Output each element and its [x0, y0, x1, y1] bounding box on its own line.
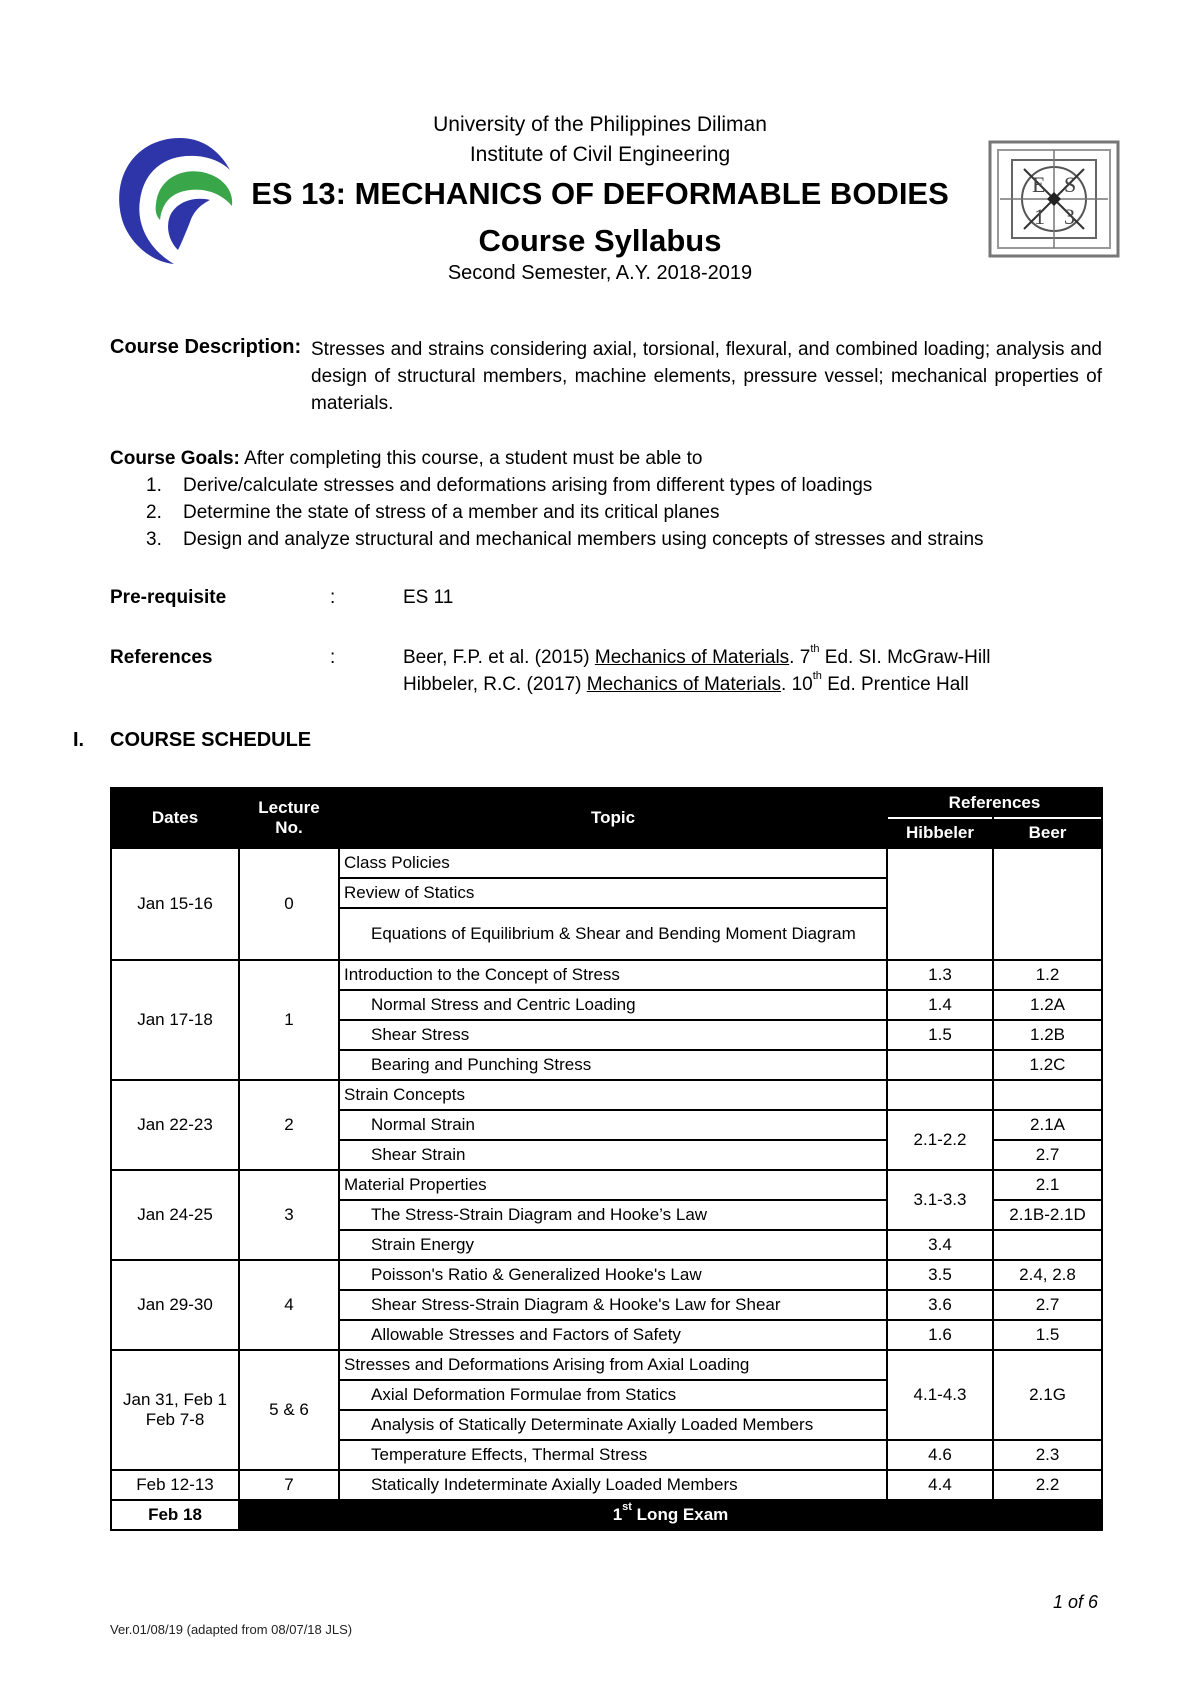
hibbeler-cell [887, 848, 993, 960]
beer-cell: 2.2 [993, 1470, 1102, 1500]
beer-cell [993, 1080, 1102, 1110]
header-topic: Topic [339, 788, 887, 848]
goals-intro: Course Goals: After completing this course, a student must be able to [110, 448, 703, 469]
header-beer: Beer [993, 818, 1102, 848]
hibbeler-cell: 3.4 [887, 1230, 993, 1260]
description-label: Course Description: [110, 336, 302, 358]
topic-cell: Review of Statics [339, 878, 887, 908]
document-title: Course Syllabus [478, 223, 722, 258]
book-title: Mechanics of Materials [586, 674, 782, 695]
prerequisite-value: ES 11 [403, 587, 454, 608]
topic-cell: Stresses and Deformations Arising from Axial Loading [339, 1350, 887, 1380]
header-lecture-no: Lecture No. [239, 788, 339, 848]
lecture-cell: 3 [239, 1170, 339, 1260]
version-footer: Ver.01/08/19 (adapted from 08/07/18 JLS) [110, 1622, 353, 1637]
beer-cell: 2.4, 2.8 [993, 1260, 1102, 1290]
date-cell: Jan 24-25 [111, 1170, 239, 1260]
topic-cell: Axial Deformation Formulae from Statics [339, 1380, 887, 1410]
lecture-cell: 0 [239, 848, 339, 960]
topic-cell: Material Properties [339, 1170, 887, 1200]
topic-cell: The Stress-Strain Diagram and Hooke’s Law [339, 1200, 887, 1230]
prerequisite-colon: : [330, 587, 336, 608]
hibbeler-cell: 3.5 [887, 1260, 993, 1290]
lecture-cell: 1 [239, 960, 339, 1080]
lecture-cell: 5 & 6 [239, 1350, 339, 1470]
exam-row [111, 1500, 1102, 1530]
table-row [111, 1350, 1102, 1380]
prerequisite-label: Pre-requisite [110, 587, 227, 608]
topic-cell: Equations of Equilibrium & Shear and Bending Moment Diagram [339, 908, 887, 960]
emblem-letter: 3 [1064, 204, 1075, 229]
date-cell: Jan 22-23 [111, 1080, 239, 1170]
beer-cell: 1.2A [993, 990, 1102, 1020]
date-cell: Jan 17-18 [111, 960, 239, 1080]
emblem-letter: E [1032, 172, 1046, 197]
topic-cell: Normal Stress and Centric Loading [339, 990, 887, 1020]
beer-cell: 2.1A [993, 1110, 1102, 1140]
hibbeler-cell: 4.1-4.3 [887, 1350, 993, 1440]
hibbeler-cell [887, 1050, 993, 1080]
topic-cell: Temperature Effects, Thermal Stress [339, 1440, 887, 1470]
date-cell: Feb 12-13 [111, 1470, 239, 1500]
topic-cell: Strain Concepts [339, 1080, 887, 1110]
header-dates: Dates [111, 788, 239, 848]
course-title: ES 13: MECHANICS OF DEFORMABLE BODIES [251, 176, 949, 211]
topic-cell: Normal Strain [339, 1110, 887, 1140]
description-text: Stresses and strains considering axial, torsional, flexural, and combined loading; analysis and design of structural members, machine elements, pressure vessel; mechanical properties of materials. [311, 339, 1102, 414]
table-row [111, 960, 1102, 990]
course-schedule-table [110, 787, 1103, 1531]
exam-label: 1st Long Exam [239, 1500, 1102, 1530]
topic-cell: Shear Strain [339, 1140, 887, 1170]
header-hibbeler: Hibbeler [887, 818, 993, 848]
table-row [111, 1170, 1102, 1200]
semester: Second Semester, A.Y. 2018-2019 [447, 262, 753, 284]
beer-cell: 1.5 [993, 1320, 1102, 1350]
goals-label: Course Goals: [110, 448, 240, 469]
topic-cell: Strain Energy [339, 1230, 887, 1260]
topic-cell: Statically Indeterminate Axially Loaded Members [339, 1470, 887, 1500]
book-title: Mechanics of Materials [594, 647, 790, 668]
topic-cell: Shear Stress-Strain Diagram & Hooke's Law for Shear [339, 1290, 887, 1320]
hibbeler-cell: 2.1-2.2 [887, 1110, 993, 1170]
beer-cell: 1.2B [993, 1020, 1102, 1050]
beer-cell: 1.2 [993, 960, 1102, 990]
hibbeler-cell: 3.6 [887, 1290, 993, 1320]
topic-cell: Class Policies [339, 848, 887, 878]
topic-cell: Allowable Stresses and Factors of Safety [339, 1320, 887, 1350]
table-row [111, 1080, 1102, 1110]
topic-cell: Bearing and Punching Stress [339, 1050, 887, 1080]
table-row [111, 1260, 1102, 1290]
topic-cell: Introduction to the Concept of Stress [339, 960, 887, 990]
table-row [111, 1470, 1102, 1500]
section-number: I. [73, 729, 85, 751]
topic-cell: Shear Stress [339, 1020, 887, 1050]
page-number: 1 of 6 [1052, 1592, 1098, 1612]
beer-cell: 2.7 [993, 1290, 1102, 1320]
reference-item: Beer, F.P. et al. (2015) Mechanics of Materials. 7th Ed. SI. McGraw-Hill [403, 643, 991, 668]
hibbeler-cell: 1.3 [887, 960, 993, 990]
beer-cell: 2.1G [993, 1350, 1102, 1440]
section-title: COURSE SCHEDULE [110, 729, 312, 751]
date-cell: Jan 15-16 [111, 848, 239, 960]
hibbeler-cell: 4.6 [887, 1440, 993, 1470]
references-label: References [110, 647, 213, 668]
beer-cell [993, 848, 1102, 960]
beer-cell: 1.2C [993, 1050, 1102, 1080]
date-cell: Jan 29-30 [111, 1260, 239, 1350]
hibbeler-cell: 1.6 [887, 1320, 993, 1350]
beer-cell: 2.1 [993, 1170, 1102, 1200]
hibbeler-cell: 1.4 [887, 990, 993, 1020]
date-cell: Jan 31, Feb 1 Feb 7-8 [111, 1350, 239, 1470]
emblem-letter: 1 [1034, 204, 1045, 229]
topic-cell: Analysis of Statically Determinate Axially Loaded Members [339, 1410, 887, 1440]
university-name: University of the Philippines Diliman [433, 113, 767, 136]
hibbeler-cell [887, 1080, 993, 1110]
reference-item: Hibbeler, R.C. (2017) Mechanics of Materials. 10th Ed. Prentice Hall [403, 670, 969, 695]
lecture-cell: 4 [239, 1260, 339, 1350]
hibbeler-cell: 4.4 [887, 1470, 993, 1500]
institute-name: Institute of Civil Engineering [469, 143, 731, 166]
lecture-cell: 2 [239, 1080, 339, 1170]
header-references: References [887, 788, 1102, 818]
beer-cell: 2.7 [993, 1140, 1102, 1170]
lecture-cell: 7 [239, 1470, 339, 1500]
hibbeler-cell: 3.1-3.3 [887, 1170, 993, 1230]
references-colon: : [330, 647, 336, 668]
hibbeler-cell: 1.5 [887, 1020, 993, 1050]
table-row [111, 848, 1102, 878]
emblem-letter: S [1064, 172, 1077, 197]
topic-cell: Poisson's Ratio & Generalized Hooke's Law [339, 1260, 887, 1290]
beer-cell [993, 1230, 1102, 1260]
beer-cell: 2.3 [993, 1440, 1102, 1470]
beer-cell: 2.1B-2.1D [993, 1200, 1102, 1230]
exam-date: Feb 18 [111, 1500, 239, 1530]
